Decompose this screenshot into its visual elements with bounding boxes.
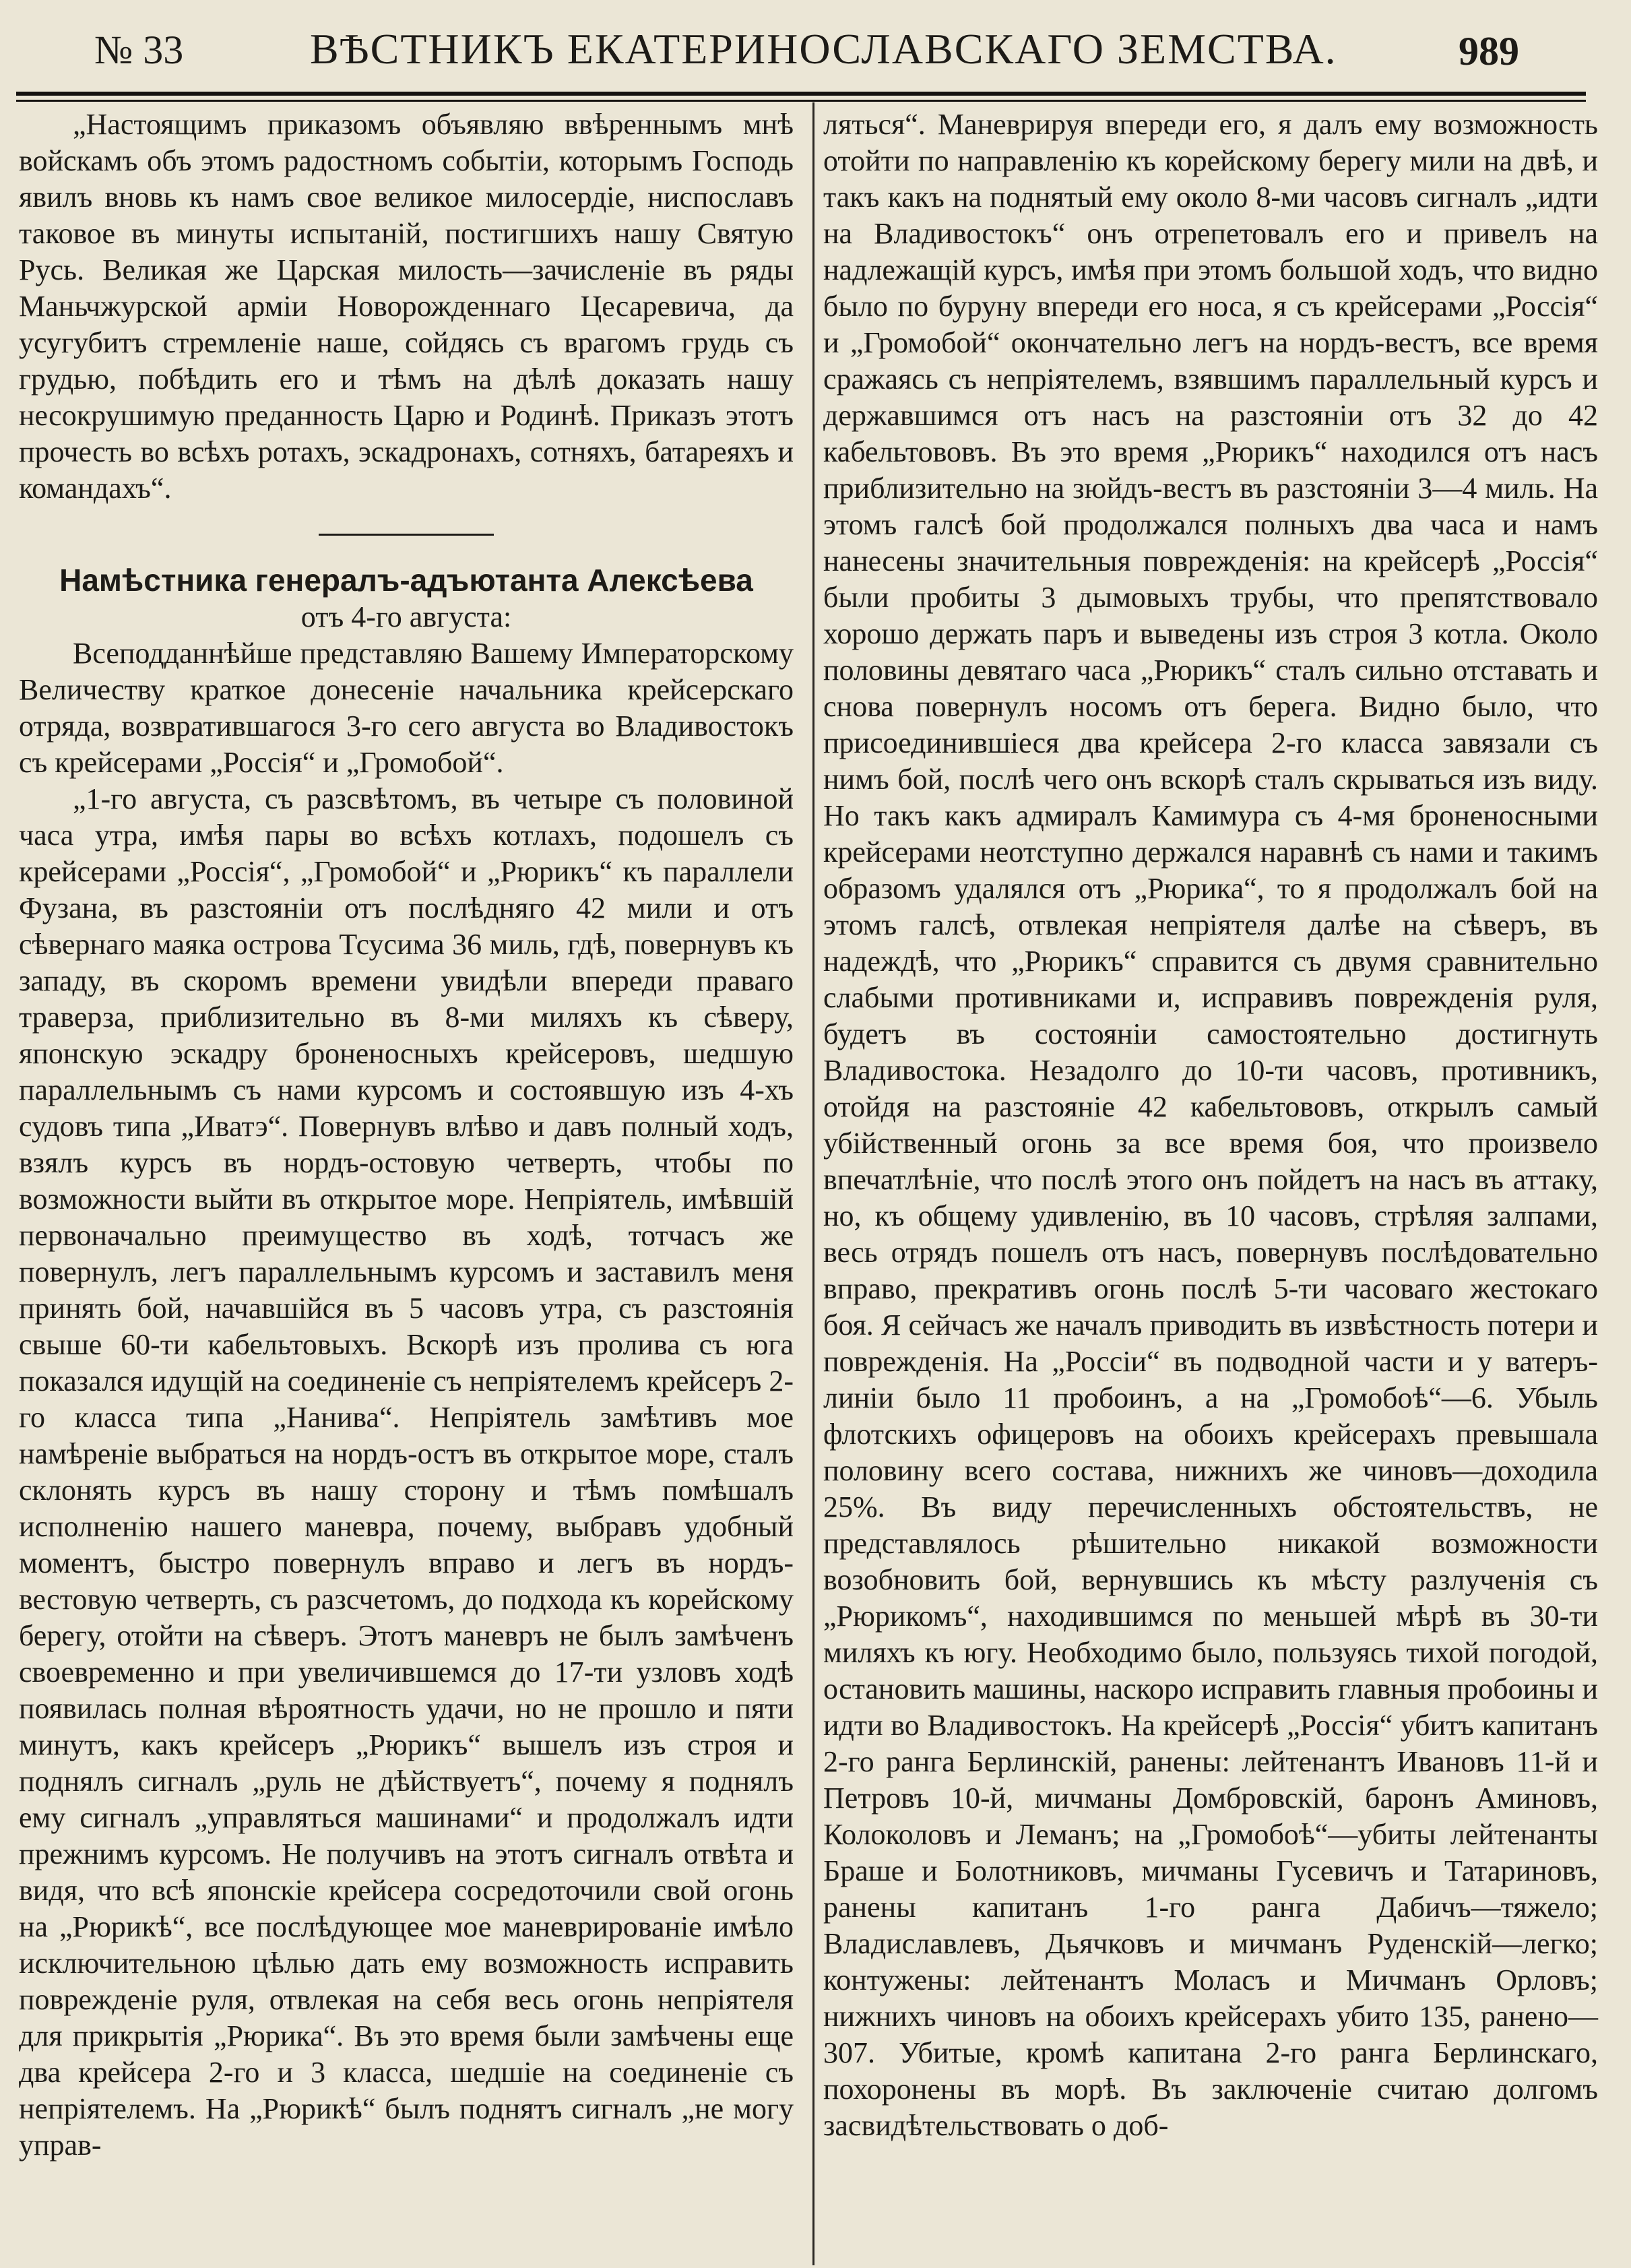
- order-paragraph: „Настоящимъ приказомъ объявляю ввѣреннымъ мнѣ войскамъ объ этомъ радостномъ событіи, которымъ Господь явилъ вновь къ намъ свое великое милосердіе, ниспославъ таковое въ минуты испытаній, постигшихъ нашу Святую Русь. Великая же Царская милость—зачисленіе въ ряды Маньчжурской арміи Новорожденнаго Цесаревича, да усугубитъ стремленіе наше, сойдясь съ врагомъ грудь съ грудью, побѣдить его и тѣмъ на дѣлѣ доказать нашу несокрушимую преданность Царю и Родинѣ. Приказъ этотъ прочесть во всѣхъ ротахъ, эскадронахъ, сотняхъ, батареяхъ и командахъ“.: [19, 108, 794, 505]
- section-divider: [319, 534, 494, 536]
- column-separator: [812, 102, 814, 2265]
- right-column: [823, 106, 1598, 2144]
- header-rule-thick: [16, 92, 1586, 96]
- section-date: отъ 4-го августа:: [300, 600, 512, 633]
- header-rule-thin: [16, 100, 1586, 102]
- page-header: [27, 19, 1590, 86]
- journal-title: ВѢСТНИКЪ ЕКАТЕРИНОСЛАВСКАГО ЗЕМСТВА.: [310, 25, 1337, 73]
- report-body: „1-го августа, съ разсвѣтомъ, въ четыре съ половиной часа утра, имѣя пары во всѣхъ котлахъ, подошелъ съ крейсерами „Россія“, „Громобой“ и „Рюрикъ“ къ параллели Фузана, въ разстояніи отъ послѣдняго 42 мили и отъ сѣвернаго маяка острова Тсусима 36 миль, гдѣ, повернувъ къ западу, въ скоромъ времени увидѣли впереди праваго траверза, приблизительно въ 8-ми миляхъ къ сѣверу, японскую эскадру броненосныхъ крейсеровъ, шедшую параллельнымъ съ нами курсомъ и состоявшую изъ 4-хъ судовъ типа „Иватэ“. Повернувъ влѣво и давъ полный ходъ, взялъ курсъ въ нордъ-остовую четверть, чтобы по возможности выйти въ открытое море. Непріятель, имѣвшій первоначально преимущество въ ходѣ, тотчасъ же повернулъ, легъ параллельнымъ курсомъ и заставилъ меня принять бой, начавшійся въ 5 часовъ утра, съ разстоянія свыше 60-ти кабельтовыхъ. Вскорѣ изъ пролива съ юга показался идущій на соединеніе съ непріятелемъ крейсеръ 2-го класса типа „Нанива“. Непріятель замѣтивъ мое намѣреніе выбраться на нордъ-остъ въ открытое море, сталъ склонять курсъ въ нашу сторону и тѣмъ помѣшалъ исполненію нашего маневра, почему, выбравъ удобный моментъ, быстро повернулъ вправо и легъ въ нордъ-вестовую четверть, съ разсчетомъ, до подхода къ корейскому берегу, отойти на сѣверъ. Этотъ маневръ не былъ замѣченъ своевременно и при увеличившемся до 17-ти узловъ ходѣ появилась полная вѣроятность удачи, но не прошло и пяти минутъ, какъ крейсеръ „Рюрикъ“ вышелъ изъ строя и поднялъ сигналъ „руль не дѣйствуетъ“, почему я поднялъ ему сигналъ „управляться машинами“ и продолжалъ идти прежнимъ курсомъ. Не получивъ на этотъ сигналъ отвѣта и видя, что всѣ японскіе крейсера сосредоточили свой огонь на „Рюрикѣ“, все послѣдующее мое маневрированіе имѣло исключительною цѣлью дать ему возможность исправить поврежденіе руля, отвлекая на себя весь огонь непріятеля для прикрытія „Рюрика“. Въ это время были замѣчены еще два крейсера 2-го и 3 класса, шедшіе на соединеніе съ непріятелемъ. На „Рюрикѣ“ былъ поднятъ сигналъ „не могу управ-: [19, 782, 794, 2162]
- issue-number: № 33: [94, 28, 184, 72]
- report-intro: Всеподданнѣйше представляю Вашему Императорскому Величеству краткое донесеніе начальника крейсерскаго отряда, возвратившагося 3-го сего августа во Владивостокъ съ крейсерами „Россія“ и „Громобой“.: [19, 637, 794, 779]
- section-title: Намѣстника генералъ-адъютанта Алексѣева: [59, 563, 753, 598]
- page-number: 989: [1459, 29, 1519, 73]
- left-column: [19, 106, 794, 2164]
- report-continuation: ляться“. Маневрируя впереди его, я далъ ему возможность отойти по направленію къ корейскому берегу мили на двѣ, и такъ какъ на поднятый ему около 8-ми часовъ сигналъ „идти на Владивостокъ“ онъ отрепетовалъ его и привелъ на надлежащій курсъ, имѣя при этомъ большой ходъ, что видно было по буруну впереди его носа, я съ крейсерами „Россія“ и „Громобой“ окончательно легъ на нордъ-вестъ, все время сражаясь съ непріятелемъ, взявшимъ параллельный курсъ и державшимся отъ насъ на разстояніи отъ 32 до 42 кабельтововъ. Въ это время „Рюрикъ“ находился отъ насъ приблизительно на зюйдъ-вестъ въ разстояніи 3—4 миль. На этомъ галсѣ бой продолжался полныхъ два часа и намъ нанесены значительныя поврежденія: на крейсерѣ „Россія“ были пробиты 3 дымовыхъ трубы, что препятствовало хорошо держать паръ и выведены изъ строя 3 котла. Около половины девятаго часа „Рюрикъ“ сталъ сильно отставать и снова повернулъ носомъ отъ берега. Видно было, что присоединившіеся два крейсера 2-го класса завязали съ нимъ бой, послѣ чего онъ вскорѣ сталъ скрываться изъ виду. Но такъ какъ адмиралъ Камимура съ 4-мя броненосными крейсерами неотступно держался наравнѣ съ нами и такимъ образомъ удалялся отъ „Рюрика“, то я продолжалъ бой на этомъ галсѣ, отвлекая непріятеля далѣе на сѣверъ, въ надеждѣ, что „Рюрикъ“ справится съ двумя сравнительно слабыми противниками и, исправивъ поврежденія руля, будетъ въ состояніи самостоятельно достигнуть Владивостока. Незадолго до 10-ти часовъ, противникъ, отойдя на разстояніе 42 кабельтововъ, открылъ самый убійственный огонь за все время боя, что произвело впечатлѣніе, что послѣ этого онъ пойдетъ на насъ въ аттаку, но, къ общему удивленію, въ 10 часовъ, стрѣляя залпами, весь отрядъ пошелъ отъ насъ, повернувъ послѣдовательно вправо, прекративъ огонь послѣ 5-ти часоваго жестокаго боя. Я сейчасъ же началъ приводить въ извѣстность потери и поврежденія. На „Россіи“ въ подводной части и у ватеръ-линіи было 11 пробоинъ, а на „Громобоѣ“—6. Убыль флотскихъ офицеровъ на обоихъ крейсерахъ превышала половину всего состава, нижнихъ же чиновъ—доходила 25%. Въ виду перечисленныхъ обстоятельствъ, не представлялось рѣшительно никакой возможности возобновить бой, вернувшись къ мѣсту разлученія съ „Рюрикомъ“, находившимся по меньшей мѣрѣ въ 30-ти миляхъ къ югу. Необходимо было, пользуясь тихой погодой, остановить машины, наскоро исправить главныя пробоины и идти во Владивостокъ. На крейсерѣ „Россія“ убитъ капитанъ 2-го ранга Берлинскій, ранены: лейтенантъ Ивановъ 11-й и Петровъ 10-й, мичманы Домбровскій, баронъ Аминовъ, Колоколовъ и Леманъ; на „Громобоѣ“—убиты лейтенанты Браше и Болотниковъ, мичманы Гусевичъ и Татариновъ, ранены капитанъ 1-го ранга Дабичъ—тяжело; Владиславлевъ, Дьячковъ и мичманъ Руденскій—легко; контужены: лейтенантъ Моласъ и Мичманъ Орловъ; нижнихъ чиновъ на обоихъ крейсерахъ убито 135, ранено—307. Убитые, кромѣ капитана 2-го ранга Берлинскаго, похоронены въ морѣ. Въ заключеніе считаю долгомъ засвидѣтельствовать о доб-: [823, 108, 1598, 2142]
